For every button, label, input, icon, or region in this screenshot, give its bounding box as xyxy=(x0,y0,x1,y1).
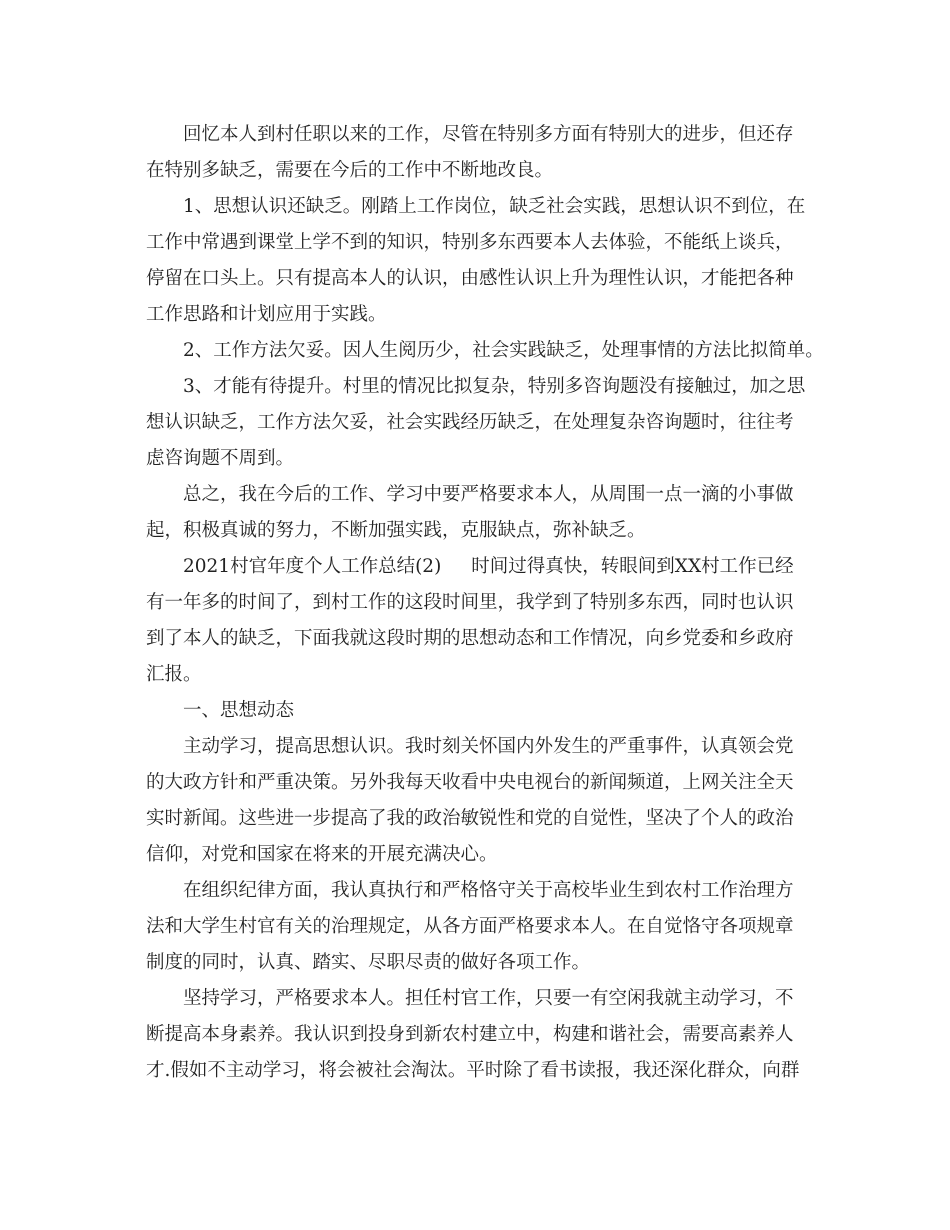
paragraph-line: 3、才能有待提升。村里的情况比拟复杂，特别多咨询题没有接触过，加之思 xyxy=(183,376,806,397)
paragraph-line: 在组织纪律方面，我认真执行和严格恪守关于高校毕业生到农村工作治理方 xyxy=(183,880,794,901)
paragraph-line: 的大政方针和严重决策。另外我每天收看中央电视台的新闻频道，上网关注全天 xyxy=(146,772,794,793)
paragraph-line: 2、工作方法欠妥。因人生阅历少，社会实践缺乏，处理事情的方法比拟简单。 xyxy=(183,340,824,361)
paragraph-line: 信仰，对党和国家在将来的开展充满决心。 xyxy=(146,844,498,865)
paragraph-line: 停留在口头上。只有提高本人的认识，由感性认识上升为理性认识，才能把各种 xyxy=(146,268,794,289)
paragraph-line: 工作思路和计划应用于实践。 xyxy=(146,304,387,325)
paragraph-line: 想认识缺乏，工作方法欠妥，社会实践经历缺乏，在处理复杂咨询题时，往往考 xyxy=(146,412,794,433)
paragraph-line: 虑咨询题不周到。 xyxy=(146,448,295,469)
document-body xyxy=(146,117,824,1089)
paragraph-line: 制度的同时，认真、踏实、尽职尽责的做好各项工作。 xyxy=(146,952,591,973)
paragraph-line: 法和大学生村官有关的治理规定，从各方面严格要求本人。在自觉恪守各项规章 xyxy=(146,916,794,937)
section-title: 2021村官年度个人工作总结(2) xyxy=(183,556,442,577)
paragraph-text: 时间过得真快，转眼间到XX村工作已经 xyxy=(471,556,794,577)
heading-line: 一、思想动态 xyxy=(183,700,295,721)
paragraph-line: 在特别多缺乏，需要在今后的工作中不断地改良。 xyxy=(146,160,554,181)
paragraph-line: 才.假如不主动学习，将会被社会淘汰。平时除了看书读报，我还深化群众，向群 xyxy=(146,1060,800,1081)
paragraph-line: 回忆本人到村任职以来的工作，尽管在特别多方面有特别大的进步，但还存 xyxy=(183,124,794,145)
paragraph-line: 汇报。 xyxy=(146,664,202,685)
paragraph-line: 工作中常遇到课堂上学不到的知识，特别多东西要本人去体验，不能纸上谈兵， xyxy=(146,232,794,253)
paragraph-line: 有一年多的时间了，到村工作的这段时间里，我学到了特别多东西，同时也认识 xyxy=(146,592,794,613)
paragraph-line: 总之，我在今后的工作、学习中要严格要求本人，从周围一点一滴的小事做 xyxy=(183,484,794,505)
section-title-line xyxy=(146,549,812,585)
paragraph-line: 到了本人的缺乏，下面我就这段时期的思想动态和工作情况，向乡党委和乡政府 xyxy=(146,628,794,649)
paragraph-line: 实时新闻。这些进一步提高了我的政治敏锐性和党的自觉性，坚决了个人的政治 xyxy=(146,808,794,829)
paragraph-line: 断提高本身素养。我认识到投身到新农村建立中，构建和谐社会，需要高素养人 xyxy=(146,1024,794,1045)
paragraph-line: 主动学习，提高思想认识。我时刻关怀国内外发生的严重事件，认真领会党 xyxy=(183,736,794,757)
paragraph-line: 起，积极真诚的努力，不断加强实践，克服缺点，弥补缺乏。 xyxy=(146,520,646,541)
paragraph-line: 坚持学习，严格要求本人。担任村官工作，只要一有空闲我就主动学习，不 xyxy=(183,988,794,1009)
paragraph-line: 1、思想认识还缺乏。刚踏上工作岗位，缺乏社会实践，思想认识不到位，在 xyxy=(183,196,806,217)
